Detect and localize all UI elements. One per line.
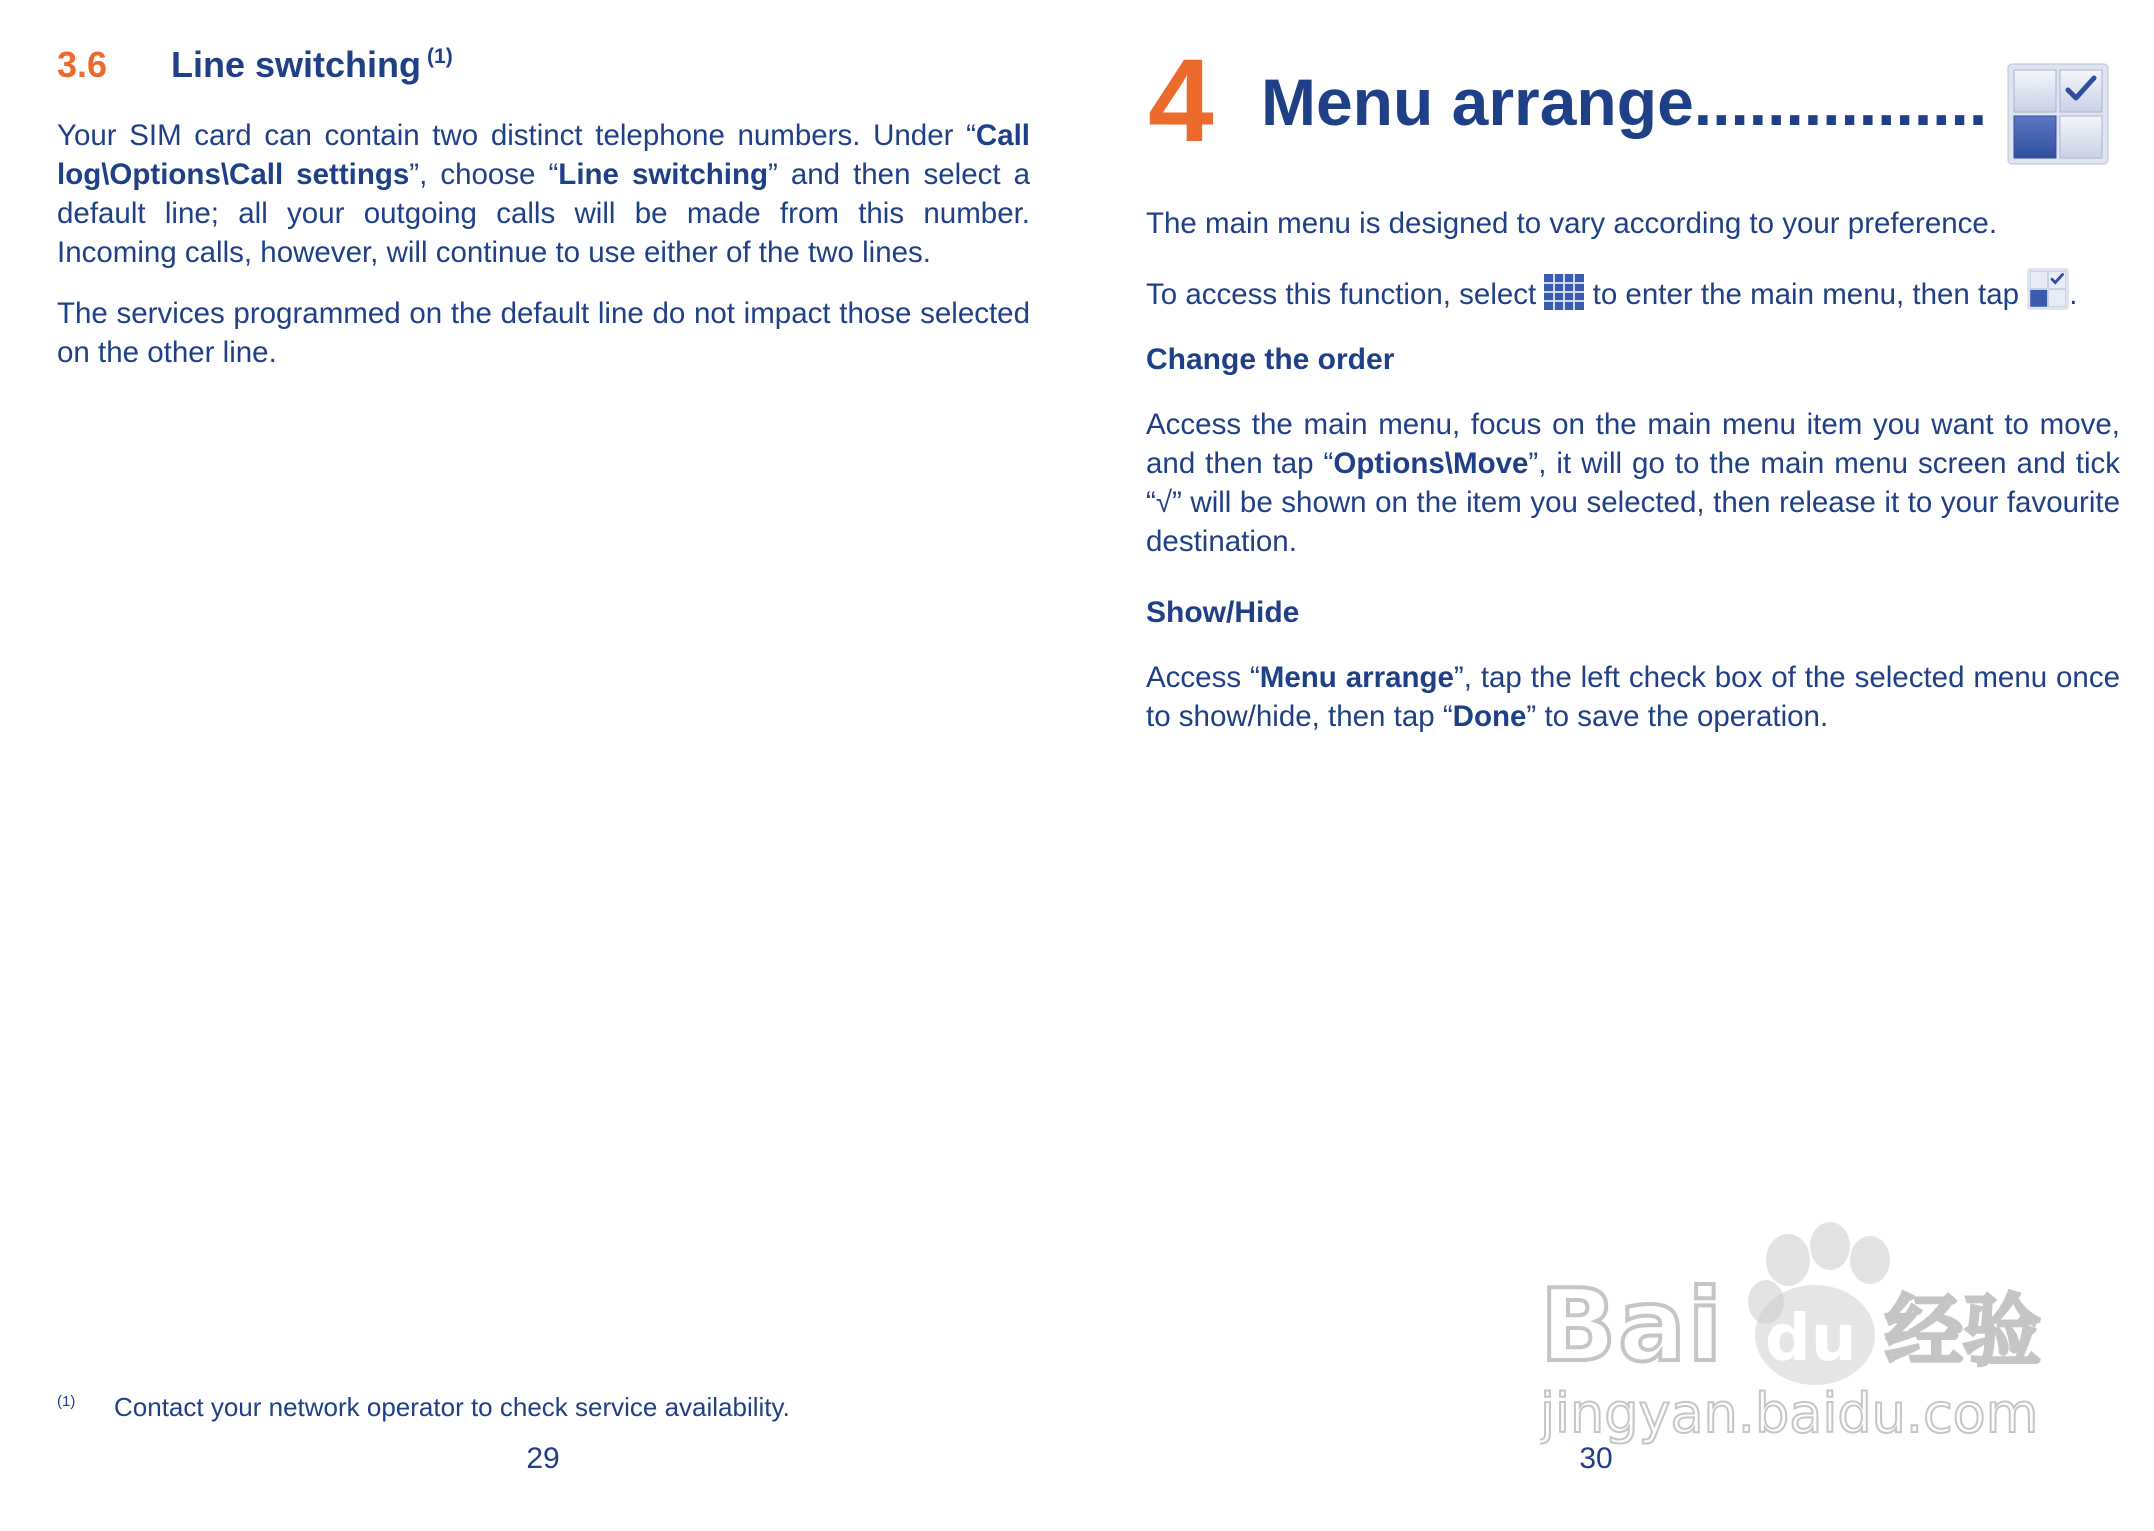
bold-term: Options\Move bbox=[1333, 447, 1529, 480]
chapter-title: Menu arrange................ bbox=[1261, 65, 1988, 139]
text-run: Access the main menu, focus on the main menu item you want to move, and then tap “ bbox=[1146, 408, 2120, 480]
menu-arrange-icon bbox=[2027, 268, 2069, 310]
bold-term: Call log\Options\Call settings bbox=[57, 119, 1030, 191]
line-switching-paragraph bbox=[57, 116, 1030, 272]
section-number: 3.6 bbox=[57, 44, 108, 85]
text-run: ” and then select a default line; all your outgoing calls will be made from this number. Incoming calls, however, will continue to use either of the two lines. bbox=[57, 158, 1030, 269]
section-title: Line switching bbox=[171, 44, 422, 85]
page-number-right: 30 bbox=[1579, 1442, 1613, 1475]
footnote-reference: (1) bbox=[427, 45, 453, 68]
change-order-paragraph bbox=[1146, 405, 2120, 561]
text-run: Access “ bbox=[1146, 661, 1260, 694]
text-run: Your SIM card can contain two distinct telephone numbers. Under “ bbox=[57, 119, 976, 152]
baidu-jingyan-watermark bbox=[1540, 1220, 2060, 1460]
chapter-number: 4 bbox=[1148, 35, 1214, 167]
footnote bbox=[57, 1392, 790, 1423]
access-paragraph bbox=[1146, 268, 2120, 314]
show-hide-paragraph bbox=[1146, 658, 2120, 736]
bold-term: Menu arrange bbox=[1259, 661, 1454, 694]
access-text-end: . bbox=[2069, 278, 2078, 311]
change-order-heading: Change the order bbox=[1146, 343, 1395, 376]
bold-term: Line switching bbox=[558, 158, 768, 191]
svg-text:经验: 经验 bbox=[1885, 1287, 2042, 1377]
footnote-mark: (1) bbox=[57, 1393, 76, 1410]
intro-paragraph: The main menu is designed to vary according to your preference. bbox=[1146, 207, 1998, 240]
text-run: ”, it will go to the main menu screen and tick “√” will be shown on the item you selected, then release it to your favourite destination. bbox=[1146, 447, 2120, 558]
services-paragraph: The services programmed on the default line do not impact those selected on the other line. bbox=[57, 297, 1030, 369]
text-run: ”, choose “ bbox=[409, 158, 559, 191]
text-run: ”, tap the left check box of the selected menu once to show/hide, then tap “ bbox=[1146, 661, 2120, 733]
svg-text:du: du bbox=[1765, 1302, 1857, 1376]
text-run: ” to save the operation. bbox=[1526, 700, 1829, 733]
access-text-middle: to enter the main menu, then tap bbox=[1584, 278, 2028, 311]
menu-arrange-icon bbox=[2006, 62, 2110, 166]
watermark-url: jingyan.baidu.com bbox=[1540, 1382, 2039, 1445]
bold-term: Done bbox=[1452, 700, 1527, 733]
main-menu-grid-icon bbox=[1544, 274, 1584, 310]
page-number-left: 29 bbox=[526, 1442, 560, 1475]
footnote-text: Contact your network operator to check service availability. bbox=[114, 1392, 790, 1422]
access-text-start: To access this function, select bbox=[1146, 278, 1545, 311]
section-heading bbox=[57, 44, 453, 86]
svg-text:Bai: Bai bbox=[1540, 1267, 1724, 1384]
show-hide-heading: Show/Hide bbox=[1146, 596, 1300, 629]
